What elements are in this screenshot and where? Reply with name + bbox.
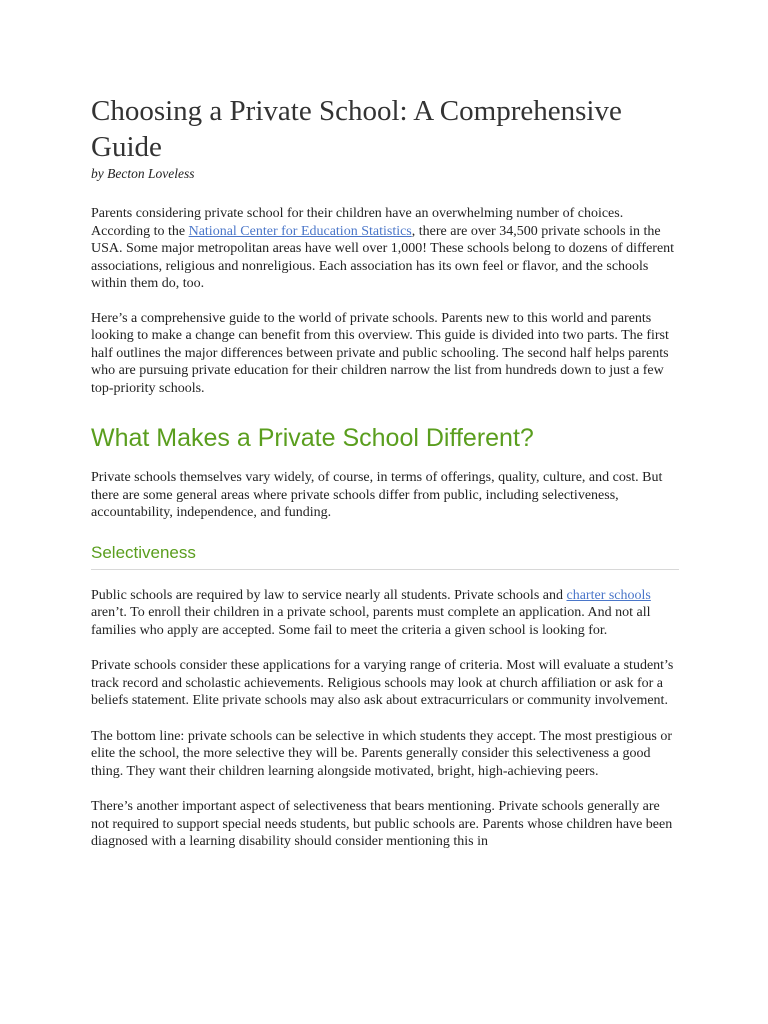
selectiveness-text-before-link: Public schools are required by law to service nearly all students. Private schools and [91,587,567,603]
article-byline: by Becton Loveless [91,166,195,181]
nces-link[interactable]: National Center for Education Statistics [188,223,412,239]
selectiveness-text-after-link: aren’t. To enroll their children in a private school, parents must complete an application. And not all families who apply are accepted. Some fail to meet the criteria a given school is looking for. [91,605,651,638]
section-heading-private-school-different: What Makes a Private School Different? [91,424,534,452]
selectiveness-paragraph-3: The bottom line: private schools can be selective in which students they accept. The most prestigious or elite the school, the more selective they will be. Parents generally consider this selectiveness a good thing. They want their children learning alongside motivated, bright, high-achieving peers. [91,728,672,779]
section-paragraph-1: Private schools themselves vary widely, of course, in terms of offerings, quality, culture, and cost. But there are some general areas where private schools differ from public, including selectiveness, accountability, independence, and funding. [91,470,663,520]
document-page [91,93,679,851]
selectiveness-paragraph-1 [91,587,679,640]
article-title: Choosing a Private School: A Comprehensive Guide [91,95,622,163]
intro-text-after-link: , there are over 34,500 private schools in the USA. Some major metropolitan areas have well over 1,000! These schools belong to dozens of different associations, religious and nonreligious. Each association has its own feel or flavor, and the schools within them do, too. [91,223,675,291]
selectiveness-paragraph-4: There’s another important aspect of selectiveness that bears mentioning. Private schools generally are not required to support special needs students, but public schools are. Parents whose children have been diagnosed with a learning disability should consider mentioning this in [91,799,673,849]
intro-paragraph-2: Here’s a comprehensive guide to the world of private schools. Parents new to this world and parents looking to make a change can benefit from this overview. This guide is divided into two parts. The first half outlines the major differences between private and public schooling. The second half helps parents who are pursuing private education for their children narrow the list from hundreds down to just a few top-priority schools. [91,310,669,396]
intro-paragraph-1 [91,205,679,293]
intro-text-before-link: Parents considering private school for their children have an overwhelming number of choices. According to the [91,206,624,239]
selectiveness-paragraph-2: Private schools consider these applications for a varying range of criteria. Most will evaluate a student’s track record and scholastic achievements. Religious schools may look at church affiliation or ask for a beliefs statement. Elite private schools may also ask about extracurriculars or community involvement. [91,658,674,708]
subsection-heading-selectiveness: Selectiveness [91,542,679,570]
charter-schools-link[interactable]: charter schools [566,587,651,603]
